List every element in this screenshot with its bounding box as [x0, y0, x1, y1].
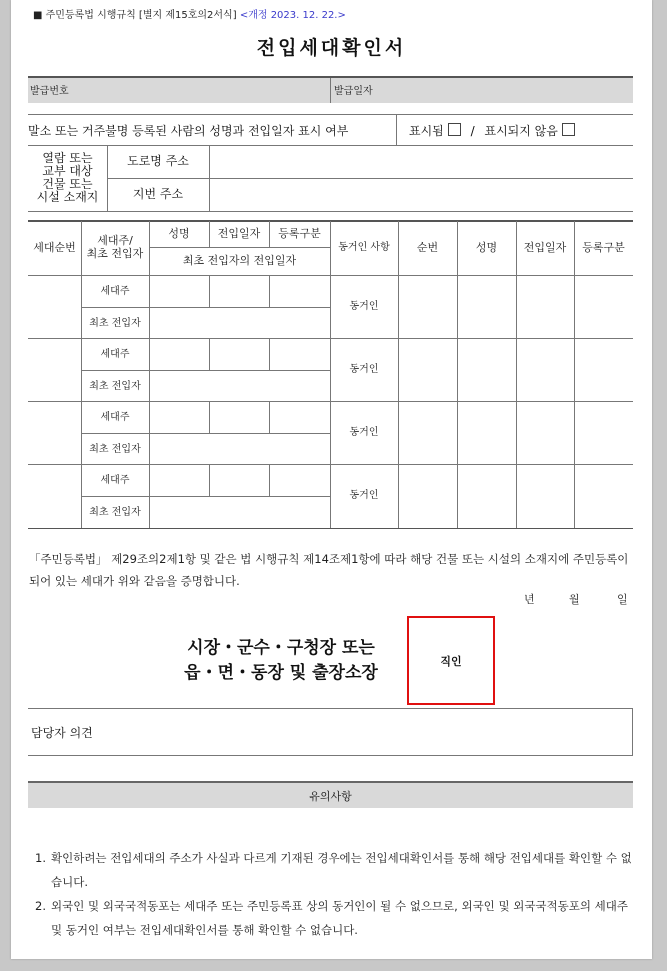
- official-seal-box: [407, 616, 495, 705]
- certificate-page: [11, 0, 652, 959]
- header-cohabitant: 동거인 사항: [338, 242, 390, 254]
- row-divider: [209, 339, 210, 370]
- seal-label: 직인: [440, 654, 462, 668]
- header-name: 성명: [168, 226, 190, 240]
- row-first-label: 최초 전입자: [89, 443, 141, 455]
- issuer-title: [151, 636, 411, 686]
- issue-date-label: 발급일자: [334, 86, 373, 97]
- row-mid-rule: [81, 370, 330, 371]
- not-shown-checkbox[interactable]: [562, 123, 575, 136]
- note-item: 1. 확인하려는 전입세대의 주소가 사실과 다르게 기재된 경우에는 전입세대확인서를 통해 해당 전입세대를 확인할 수 없습니다.: [35, 846, 635, 894]
- road-address-label: 도로명 주소: [127, 154, 189, 169]
- table-bottom-rule: [28, 528, 633, 529]
- officer-opinion-label: 담당자 의견: [31, 725, 93, 740]
- row-divider: [269, 276, 270, 307]
- row-cohabitant-label: 동거인: [349, 301, 379, 313]
- row-mid-rule: [81, 433, 330, 434]
- row-cohabitant-label: 동거인: [349, 490, 379, 502]
- lot-address-value: [210, 179, 633, 211]
- row-cohabitant-label: 동거인: [349, 364, 379, 376]
- shown-label: 표시됨: [409, 124, 444, 138]
- road-address-value: [210, 146, 633, 178]
- document-title: 전입세대확인서: [256, 37, 407, 59]
- row-first-label: 최초 전입자: [89, 317, 141, 329]
- row-mid-rule: [81, 307, 330, 308]
- note-text: 확인하려는 전입세대의 주소가 사실과 다르게 기재된 경우에는 전입세대확인서를 통해 해당 전입세대를 확인할 수 없습니다.: [51, 851, 632, 889]
- issue-divider: [330, 78, 331, 103]
- note-text: 외국인 및 외국국적동포는 세대주 또는 주민등록표 상의 동거인이 될 수 없으므로, 외국인 및 외국국적동포의 세대주 및 동거인 여부는 전입세대확인서를 통해 확인할 수 없습니다.: [51, 899, 628, 937]
- date-year: 년: [524, 593, 535, 606]
- issuer-line-2: 읍・면・동장 및 출장소장: [184, 663, 378, 683]
- row-first-label: 최초 전입자: [89, 380, 141, 392]
- header-name2: 성명: [475, 240, 498, 254]
- row-divider: [269, 402, 270, 433]
- row-divider: [209, 465, 210, 496]
- row-mid-rule: [81, 496, 330, 497]
- notes-title: 유의사항: [309, 789, 352, 803]
- law-reference-line: [33, 6, 346, 21]
- row-head-label: 세대주: [100, 474, 130, 486]
- date-month: 월: [569, 593, 580, 606]
- not-shown-label: 표시되지 않음: [484, 124, 558, 138]
- row-divider: [269, 339, 270, 370]
- row-divider: [269, 465, 270, 496]
- notes-title-bar: [28, 781, 633, 808]
- header-move-date: 전입일자: [217, 226, 261, 240]
- display-option-divider: [396, 114, 397, 145]
- option-separator: /: [470, 124, 475, 138]
- header-seq: 세대순번: [33, 240, 76, 254]
- row-first-label: 최초 전입자: [89, 506, 141, 518]
- row-head-label: 세대주: [100, 411, 130, 423]
- note-item: 2. 외국인 및 외국국적동포는 세대주 또는 주민등록표 상의 동거인이 될 수 없으므로, 외국인 및 외국국적동포의 세대주 및 동거인 여부는 전입세대확인서를 통해 확인할 수 없습니다.: [35, 894, 635, 942]
- rule: [28, 114, 633, 115]
- shown-checkbox[interactable]: [448, 123, 461, 136]
- row-divider: [209, 276, 210, 307]
- rule: [28, 211, 633, 212]
- row-head-label: 세대주: [100, 348, 130, 360]
- lot-address-label: 지번 주소: [132, 187, 184, 202]
- date-day: 일: [617, 593, 628, 606]
- issue-number-label: 발급번호: [30, 86, 69, 97]
- row-divider: [209, 402, 210, 433]
- display-option-choices: [409, 122, 575, 139]
- display-option-label: 말소 또는 거주불명 등록된 사람의 성명과 전입일자 표시 여부: [28, 124, 349, 138]
- address-target-label: 열람 또는 교부 대상 건물 또는 시설 소재지: [36, 151, 99, 204]
- header-move-date2: 전입일자: [523, 240, 567, 254]
- notes-list: [35, 846, 635, 942]
- amendment-link[interactable]: <개정 2023. 12. 22.>: [239, 10, 346, 21]
- header-reg-type2: 등록구분: [582, 240, 625, 254]
- header-order: 순번: [416, 240, 439, 254]
- row-cohabitant-label: 동거인: [349, 427, 379, 439]
- header-head-first: 세대주/ 최초 전입자: [86, 234, 144, 260]
- law-reference: ■ 주민등록법 시행규칙 [별지 제15호의2서식]: [33, 10, 237, 21]
- issuer-line-1: 시장・군수・구청장 또는: [187, 638, 375, 658]
- header-first-move-date: 최초 전입자의 전입일자: [182, 254, 297, 268]
- certification-statement: 「주민등록법」 제29조의2제1항 및 같은 법 시행규칙 제14조제1항에 따라 해당 건물 또는 시설의 소재지에 주민등록이 되어 있는 세대가 위와 같음을 증명합니다.: [29, 552, 629, 588]
- officer-opinion-box: [28, 708, 633, 756]
- header-reg-type: 등록구분: [278, 226, 321, 240]
- row-head-label: 세대주: [100, 285, 130, 297]
